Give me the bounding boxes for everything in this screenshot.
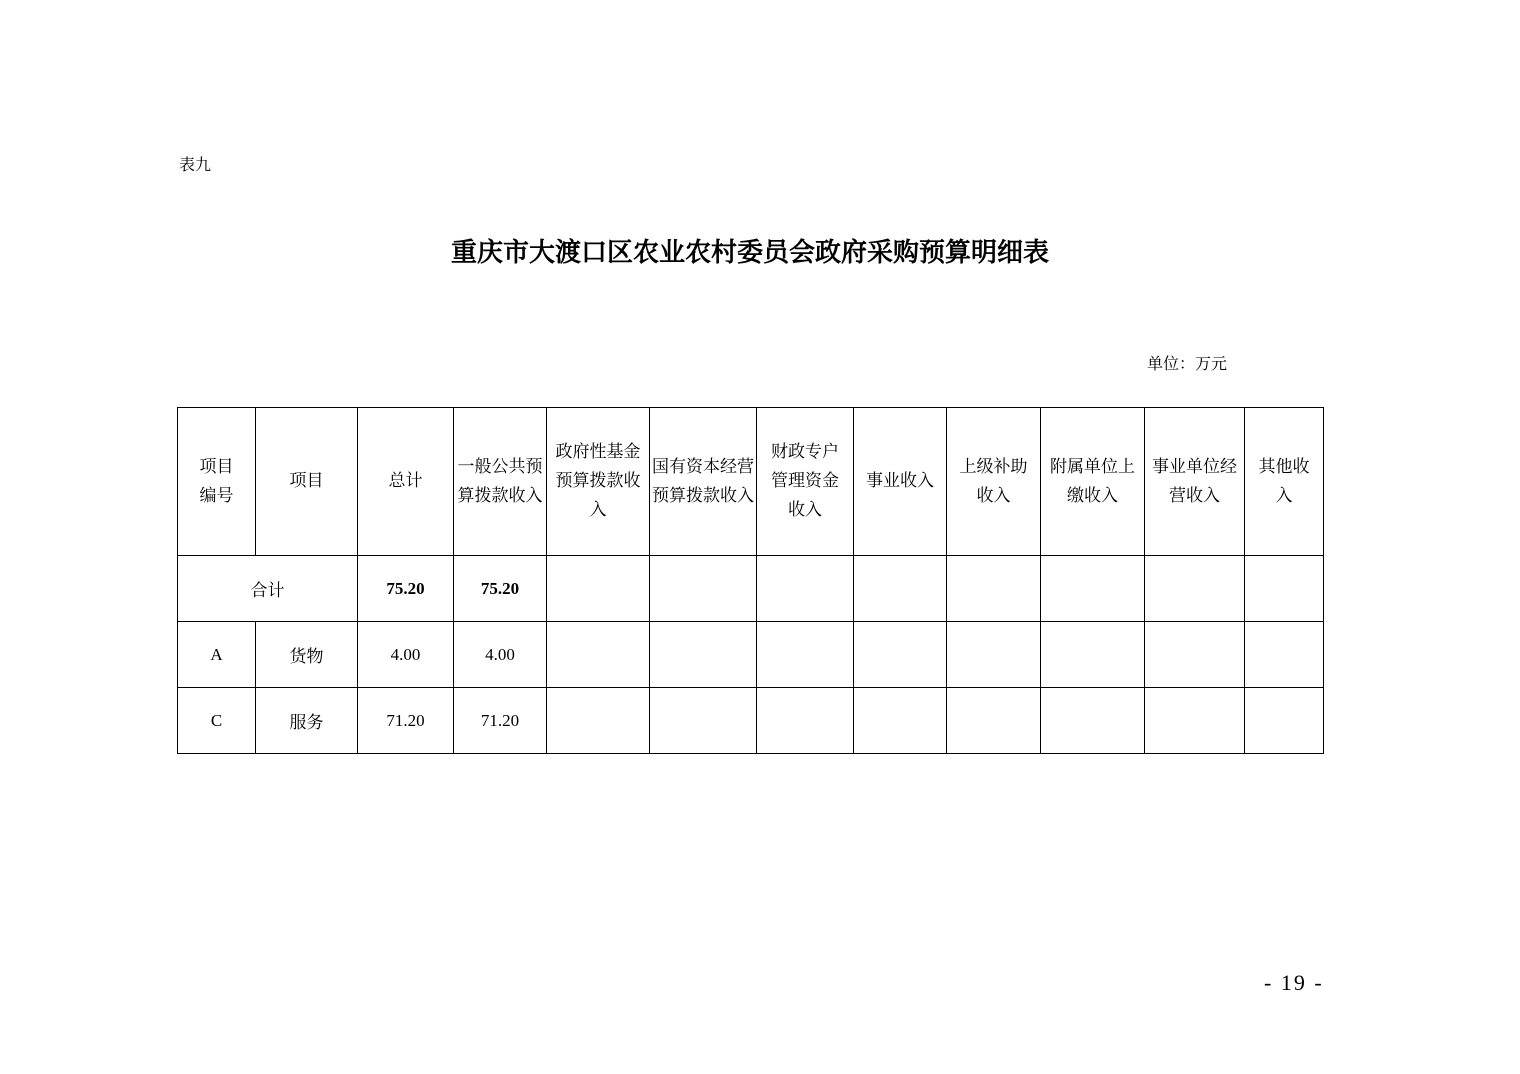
empty-cell	[947, 688, 1041, 754]
total-row-general-budget: 75.20	[454, 556, 547, 622]
empty-cell	[547, 556, 650, 622]
empty-cell	[757, 556, 854, 622]
empty-cell	[1041, 688, 1145, 754]
empty-cell	[757, 688, 854, 754]
header-fiscal-account: 财政专户管理资金收入	[757, 408, 854, 556]
header-project: 项目	[256, 408, 358, 556]
empty-cell	[650, 622, 757, 688]
empty-cell	[947, 556, 1041, 622]
total-row-total: 75.20	[358, 556, 454, 622]
empty-cell	[1041, 556, 1145, 622]
empty-cell	[947, 622, 1041, 688]
empty-cell	[1245, 622, 1324, 688]
header-subsidiary-remittance: 附属单位上缴收入	[1041, 408, 1145, 556]
header-business-income: 事业收入	[854, 408, 947, 556]
empty-cell	[854, 688, 947, 754]
table-number-label: 表九	[179, 155, 212, 174]
header-total: 总计	[358, 408, 454, 556]
empty-cell	[1145, 556, 1245, 622]
document-title: 重庆市大渡口区农业农村委员会政府采购预算明细表	[450, 238, 1049, 268]
empty-cell	[547, 688, 650, 754]
total-row-label: 合计	[178, 556, 358, 622]
row-code: A	[178, 622, 256, 688]
empty-cell	[1245, 556, 1324, 622]
header-state-capital: 国有资本经营预算拨款收入	[650, 408, 757, 556]
row-code: C	[178, 688, 256, 754]
empty-cell	[547, 622, 650, 688]
empty-cell	[650, 688, 757, 754]
row-item: 货物	[256, 622, 358, 688]
header-government-fund: 政府性基金预算拨款收入	[547, 408, 650, 556]
empty-cell	[757, 622, 854, 688]
row-total: 4.00	[358, 622, 454, 688]
row-item: 服务	[256, 688, 358, 754]
empty-cell	[1145, 622, 1245, 688]
table-header-row	[178, 408, 1324, 556]
empty-cell	[1041, 622, 1145, 688]
page-number: - 19 -	[1264, 970, 1324, 995]
empty-cell	[1245, 688, 1324, 754]
table-row	[178, 688, 1324, 754]
header-other-income: 其他收入	[1245, 408, 1324, 556]
header-superior-subsidy: 上级补助收入	[947, 408, 1041, 556]
empty-cell	[650, 556, 757, 622]
header-general-budget: 一般公共预算拨款收入	[454, 408, 547, 556]
empty-cell	[1145, 688, 1245, 754]
row-general-budget: 71.20	[454, 688, 547, 754]
empty-cell	[854, 556, 947, 622]
procurement-budget-table	[177, 407, 1324, 754]
table-row	[178, 622, 1324, 688]
row-total: 71.20	[358, 688, 454, 754]
empty-cell	[854, 622, 947, 688]
header-project-code: 项目编号	[178, 408, 256, 556]
table-total-row	[178, 556, 1324, 622]
unit-label: 单位：万元	[1147, 354, 1228, 373]
row-general-budget: 4.00	[454, 622, 547, 688]
header-operating-income: 事业单位经营收入	[1145, 408, 1245, 556]
